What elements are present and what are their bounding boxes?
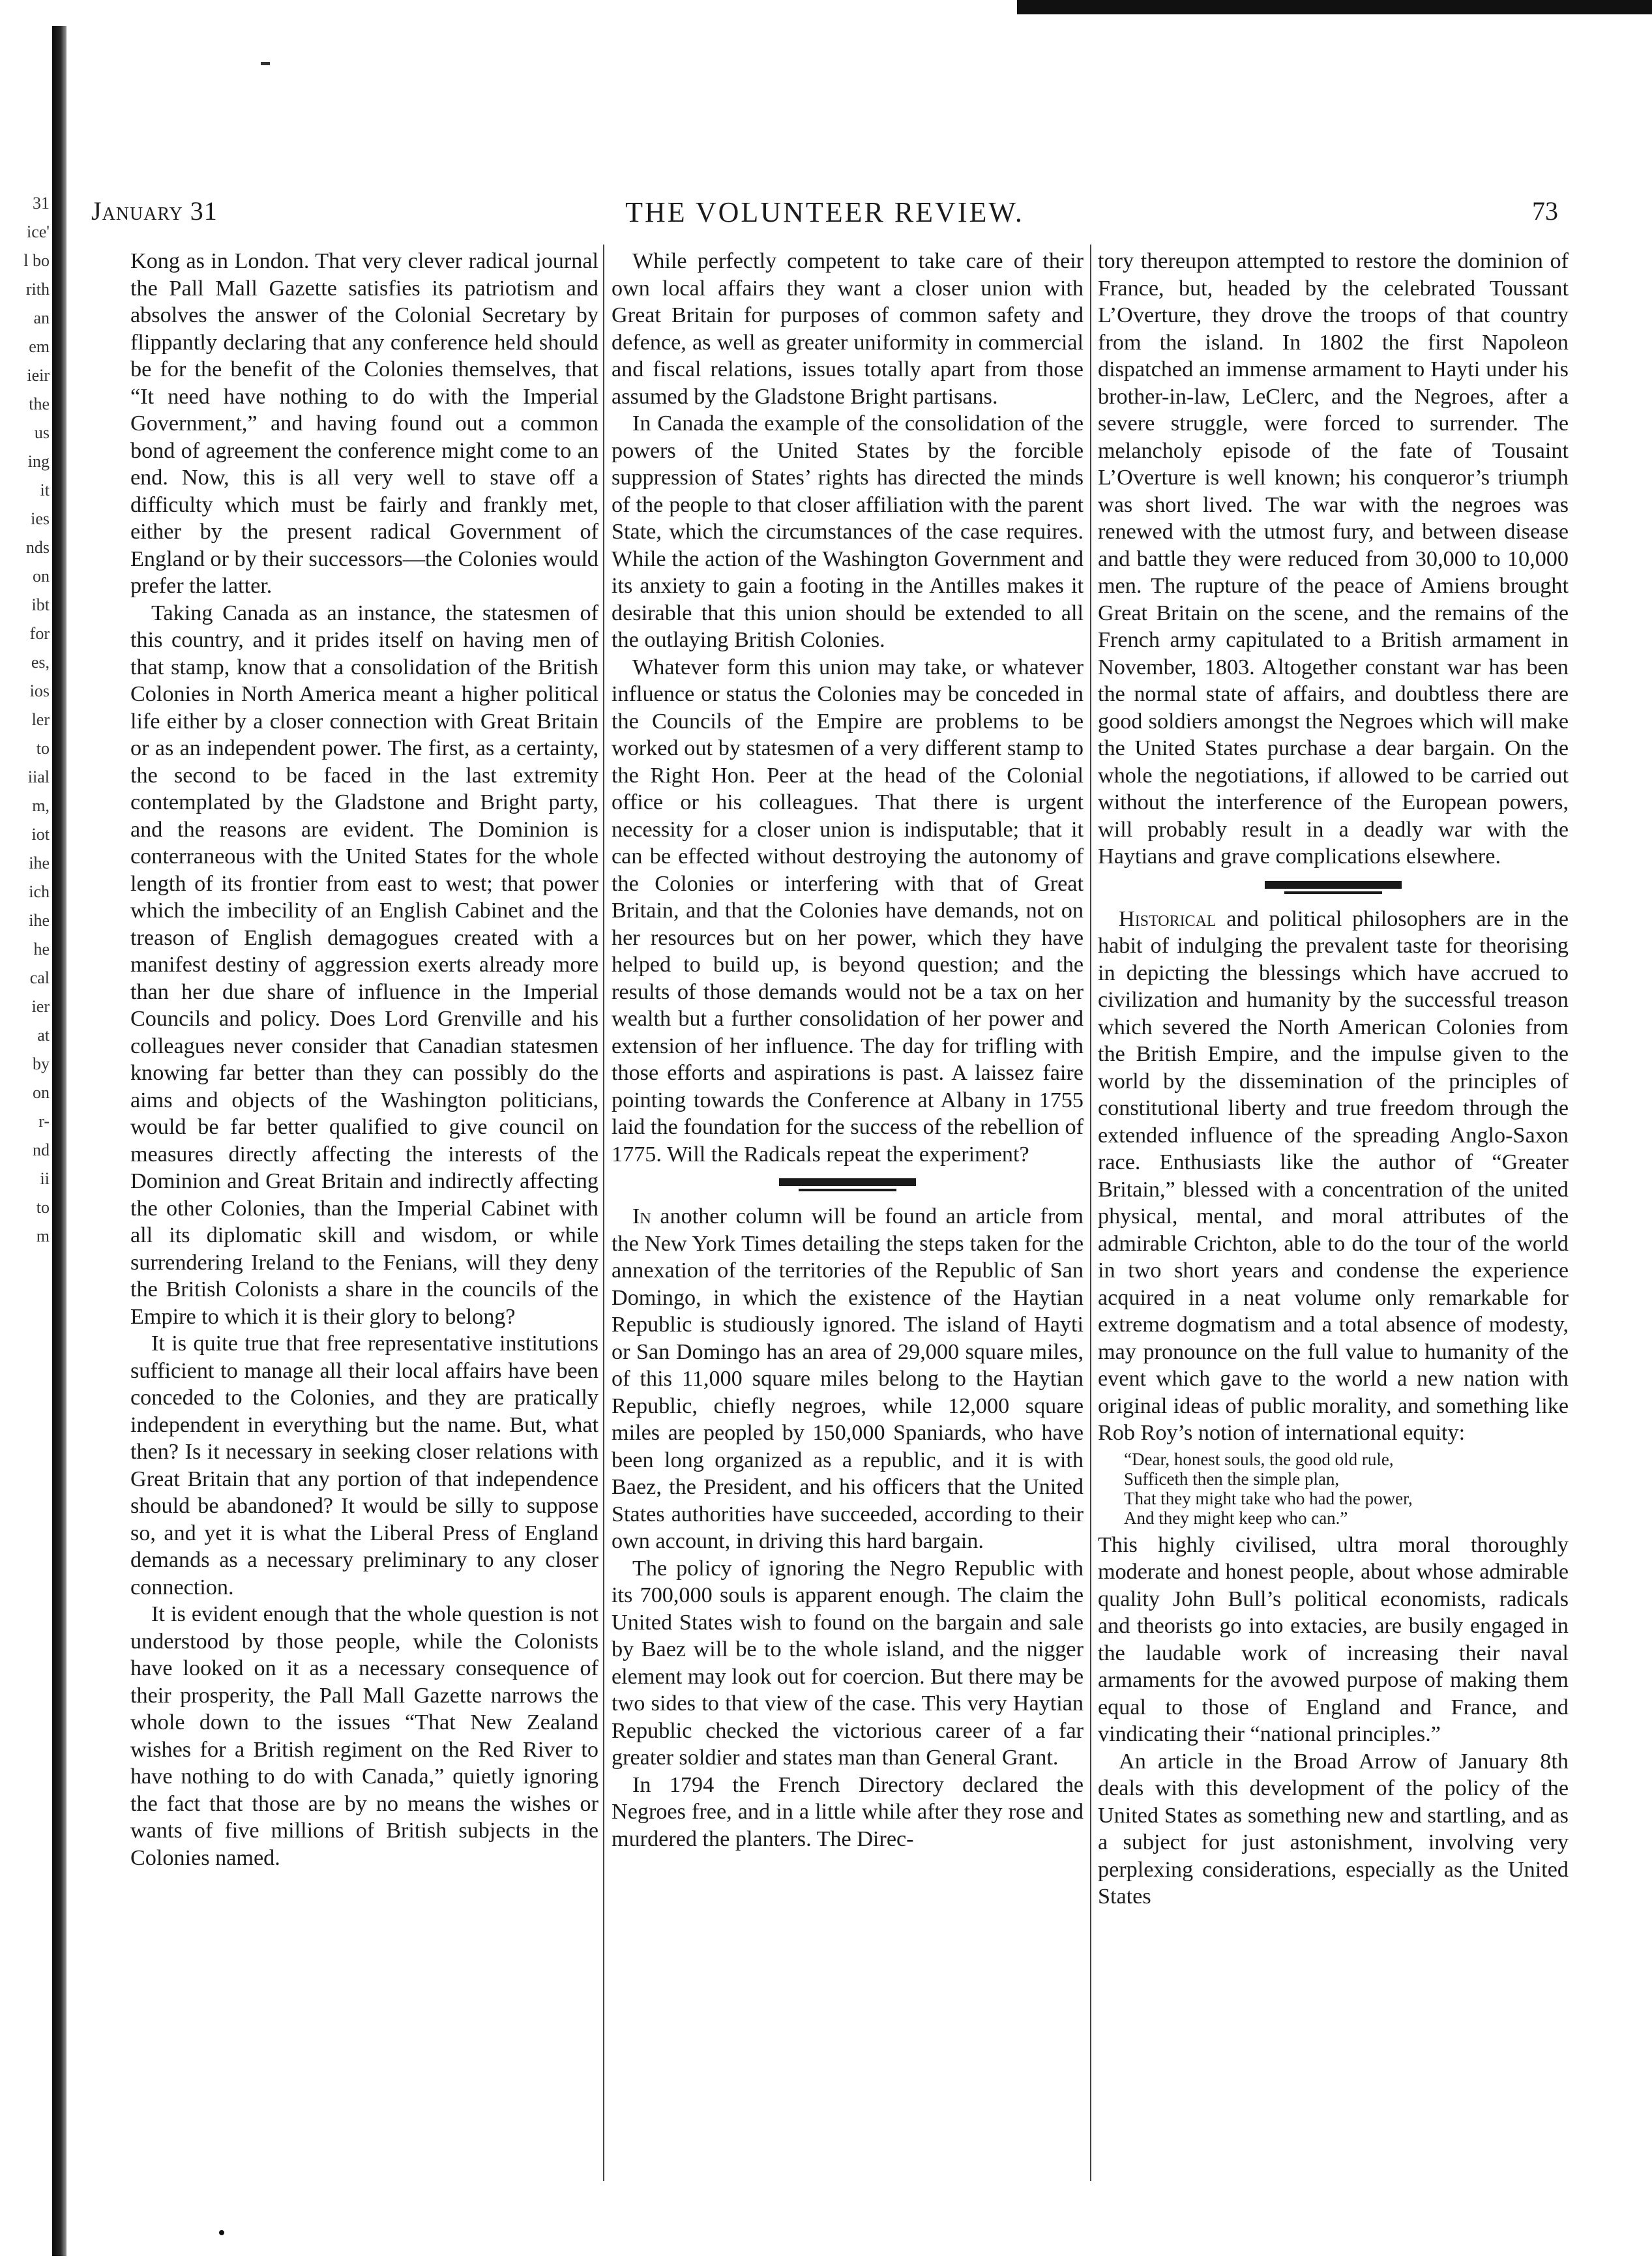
verse-line: “Dear, honest souls, the good old rule, [1124,1449,1394,1469]
verse-line: And they might keep who can.” [1124,1508,1348,1528]
margin-fragment: ing [27,452,50,471]
quoted-verse [1124,1450,1569,1528]
margin-fragment: ieir [27,366,50,385]
verse-line: Sufficeth then the simple plan, [1124,1468,1340,1489]
section-divider [1265,877,1402,899]
margin-fragment: ihe [29,911,50,930]
margin-fragment: r- [38,1112,50,1131]
paragraph: Kong as in London. That very clever radical journal the Pall Mall Gazette satisfies its patriotism and absolves the answer of the Colonial Secretary by flippantly declaring that any conference held should be for the benefit of the Colonies themselves, that “It need have nothing to do with the Imperial Government,” and having found out a common bond of agreement the conference might come to an end. Now, this is all very well to stave off a difficulty which must be fairly and frankly met, either by the present radical Government of England or by their successors—the Colonies would prefer the latter. [130,249,598,598]
column-1 [130,248,598,2204]
paragraph: It is evident enough that the whole question is not understood by those people, while the Colonists have looked on it as a necessary consequence of their prosperity, the Pall Mall Gazette narrows the whole down to the issues “That New Zealand wishes for a British regiment on the Red River to have nothing to do with Canada,” quietly ignoring the fact that those are by no means the wishes or wants of five millions of British subjects in the Colonies named. [130,1602,598,1870]
publication-title: THE VOLUNTEER REVIEW. [625,196,1024,228]
margin-fragment: nds [25,538,50,557]
paragraph: While perfectly competent to take care of their own local affairs they want a closer union with Great Britain for purposes of common safety and defence, as well as greater uniformity in commercial and fiscal relations, issues totally apart from those assumed by the Gladstone Bright partisans. [612,249,1084,409]
column-rule [1090,245,1091,2181]
margin-fragment: us [34,423,50,442]
margin-fragment: em [29,337,50,356]
paragraph: Taking Canada as an instance, the statesmen of this country, and it prides itself on having men of that stamp, know that a consolidation of the British Colonies in North America meant a higher political life either by a closer connection with Great Britain or as an independent power. The first, as a certainty, the second to be faced in the last extremity contemplated by the Gladstone and Bright party, and the reasons are evident. The Dominion is conterraneous with the United States for the whole length of its frontier from east to west; that power which the imbecility of an English Cabinet and the treason of English demagogues created with a manifest destiny of aggression exerts already more than her due share of influence in the Imperial Councils and policy. Does Lord Grenville and his colleagues never consider that Canadian statesmen knowing far better than they can possibly do the aims and objects of the Washington politicians, would be far better qualified to give council on measures directly affecting the interests of the Dominion and Great Britain and indirectly affecting the other Colonies, than the Imperial Cabinet with all its diplomatic skill and wisdom, or while surrendering Ireland to the Fenians, will they deny the British Colonists a share in the councils of the Empire to which it is their glory to belong? [130,601,598,1329]
ink-dot [219,2230,224,2235]
margin-fragment: iial [27,767,50,786]
margin-fragment: on [33,1083,50,1102]
binding-shadow [52,26,66,2256]
margin-fragment: cal [29,968,50,987]
paragraph: Whatever form this union may take, or whatever influence or status the Colonies may be conceded in the Councils of the Empire are problems to be worked out by statesmen of a very different stamp to the Right Hon. Peer at the head of the Colonial office or his colleagues. That there is urgent necessity for a closer union is indisputable; that it can be effected without destroying the autonomy of the Colonies or interfering with that of Great Britain, and that the Colonies have demands, not on her resources but on her power, which they have helped to build up, is beyond question; and the results of those demands would not be a tax on her wealth but a further consolidation of her power and extension of her influence. The day for trifling with those efforts and aspirations is past. A laissez faire pointing towards the Conference at Albany in 1755 laid the foundation for the success of the rebellion of 1775. Will the Radicals repeat the experiment? [612,655,1084,1167]
margin-fragment: an [33,308,50,327]
margin-fragment: iot [31,825,50,844]
paragraph: In Canada the example of the consolidation of the powers of the United States by the forcible suppression of States’ rights has directed the minds of the people to that closer affiliation with the parent State, which the circumstances of the case requires. While the action of the Washington Government and its anxiety to gain a footing in the Antilles makes it desirable that this union should be extended to all the outlaying British Colonies. [612,411,1084,652]
margin-fragment: ios [29,681,50,700]
margin-fragment: 31 [33,194,50,213]
paragraph: This highly civilised, ultra moral thoroughly moderate and honest people, about whose admirable quality John Bull’s political economists, radicals and theorists go into extacies, are busily engaged in the laudable work of increasing their naval armaments for the avowed purpose of making them equal to those of England and France, and vindicating their “national principles.” [1098,1532,1569,1746]
paragraph-text: another column will be found an article from the New York Times detailing the steps taken for the annexation of the territories of the Republic of San Domingo, in which the existence of the Haytian Republic is studiously ignored. The island of Hayti or San Domingo has an area of 29,000 square miles, of this 11,000 square miles belong to the Haytian Republic, chiefly negroes, while 12,000 square miles are peopled by 150,000 Spaniards, who have been long organized as a republic, and it is with Baez, the President, and his officers that the United States authorities have succeeded, according to their own account, in driving this hard bargain. [612,1204,1084,1553]
margin-fragment: it [40,481,50,499]
paragraph: In 1794 the French Directory declared the Negroes free, and in a little while after they rose and murdered the planters. The Direc- [612,1772,1084,1851]
margin-fragment: ler [31,710,50,729]
paragraph: tory thereupon attempted to restore the dominion of France, but, headed by the celebrated Toussant L’Overture, they drove the troops of that country from the island. In 1802 the first Napoleon dispatched an immense armament to Hayti under his brother-in-law, LeClerc, and the Negroes, after a severe struggle, were forced to surrender. The melancholy episode of the fate of Tousaint L’Overture is well known; his conqueror’s triumph was short lived. The war with the negroes was renewed with the utmost fury, and between disease and battle they were reduced from 30,000 to 10,000 men. The rupture of the peace of Amiens brought Great Britain on the scene, and the remains of the French army capitulated to a British armament in November, 1803. Altogether constant war has been the normal state of affairs, and doubtless there are good soldiers amongst the Negroes which will make the United States purchase a dear bargain. On the whole the negotiations, if allowed to be carried out without the interference of the European powers, will probably result in a deadly war with the Haytians and grave complications elsewhere. [1098,249,1569,869]
margin-fragment: nd [33,1140,50,1159]
margin-fragment: ies [31,509,50,528]
running-head [91,196,1558,235]
margin-fragment: rith [25,280,50,299]
margin-fragment: m [36,1227,50,1245]
margin-fragment: by [33,1054,50,1073]
column-rule [603,245,604,2181]
margin-fragment: ii [40,1169,50,1188]
margin-fragment: ier [31,997,50,1016]
column-3 [1098,248,1569,2204]
margin-fragment: to [36,739,50,758]
paragraph-text: and political philosophers are in the habit of indulging the prevalent taste for theorising in depicting the blessings which have accrued to civilization and humanity by the successful treason which severed the North American Colonies from the British Empire, and the impulse given to the world by the dissemination of the principles of constitutional liberty and true freedom through the extended influence of the spreading Anglo-Saxon race. Enthusiasts like the author of “Greater Britain,” blessed with a concentration of the united physical, mental, and moral attributes of the admirable Crichton, able to do the tour of the world in two short years and condense the experience acquired in a neat volume only remarkable for extreme dogmatism and a total absence of modesty, may pronounce on the full value to humanity of the event which gave to the world a new nation with original ideas of public morality, and something like Rob Roy’s notion of international equity: [1098,906,1569,1445]
verse-line: That they might take who had the power, [1124,1488,1413,1508]
lead-word: Historical [1119,906,1217,931]
top-edge-rule [1017,0,1652,14]
section-divider [779,1174,916,1197]
margin-fragment: ibt [31,595,50,614]
margin-fragment: l bo [23,251,50,270]
margin-fragment: at [37,1026,50,1045]
paragraph [612,1203,1084,1555]
margin-fragment: the [29,394,50,413]
column-2 [612,248,1084,2204]
margin-fragment: ice' [27,222,50,241]
margin-fragment: for [29,624,50,643]
margin-fragment: m, [32,796,50,815]
scan-mark [261,62,270,65]
paragraph: It is quite true that free representative institutions sufficient to manage all their local affairs have been conceded to the Colonies, and they are pratically independent in everything but the name. But, what then? Is it necessary in seeking closer relations with Great Britain that any portion of that independence should be abandoned? It would be silly to suppose so, and yet it is what the Liberal Press of England demands as a necessary preliminary to any closer connection. [130,1332,598,1600]
paragraph: The policy of ignoring the Negro Republic with its 700,000 souls is apparent enough. The claim the United States wish to found on the bargain and sale by Baez will be to the whole island, and the nigger element may look out for coercion. But there may be two sides to that view of the case. This very Haytian Republic checked the victorious career of a far greater soldier and states man than General Grant. [612,1556,1084,1770]
margin-fragment: es, [31,653,50,672]
margin-fragment: ihe [29,854,50,872]
lead-word: In [632,1204,651,1228]
issue-date: January 31 [91,196,218,226]
page-number: 73 [1532,196,1558,226]
margin-fragment: to [36,1198,50,1217]
margin-fragment: on [33,567,50,586]
paragraph: An article in the Broad Arrow of January 8th deals with this development of the policy of the United States as something new and startling, and as a subject for just astonishment, involving very perplexing considerations, especially as the United States [1098,1749,1569,1909]
margin-fragment: he [33,940,50,959]
margin-fragment: ich [29,882,50,901]
previous-page-edge-text [0,189,52,2080]
paragraph [1098,906,1569,1447]
